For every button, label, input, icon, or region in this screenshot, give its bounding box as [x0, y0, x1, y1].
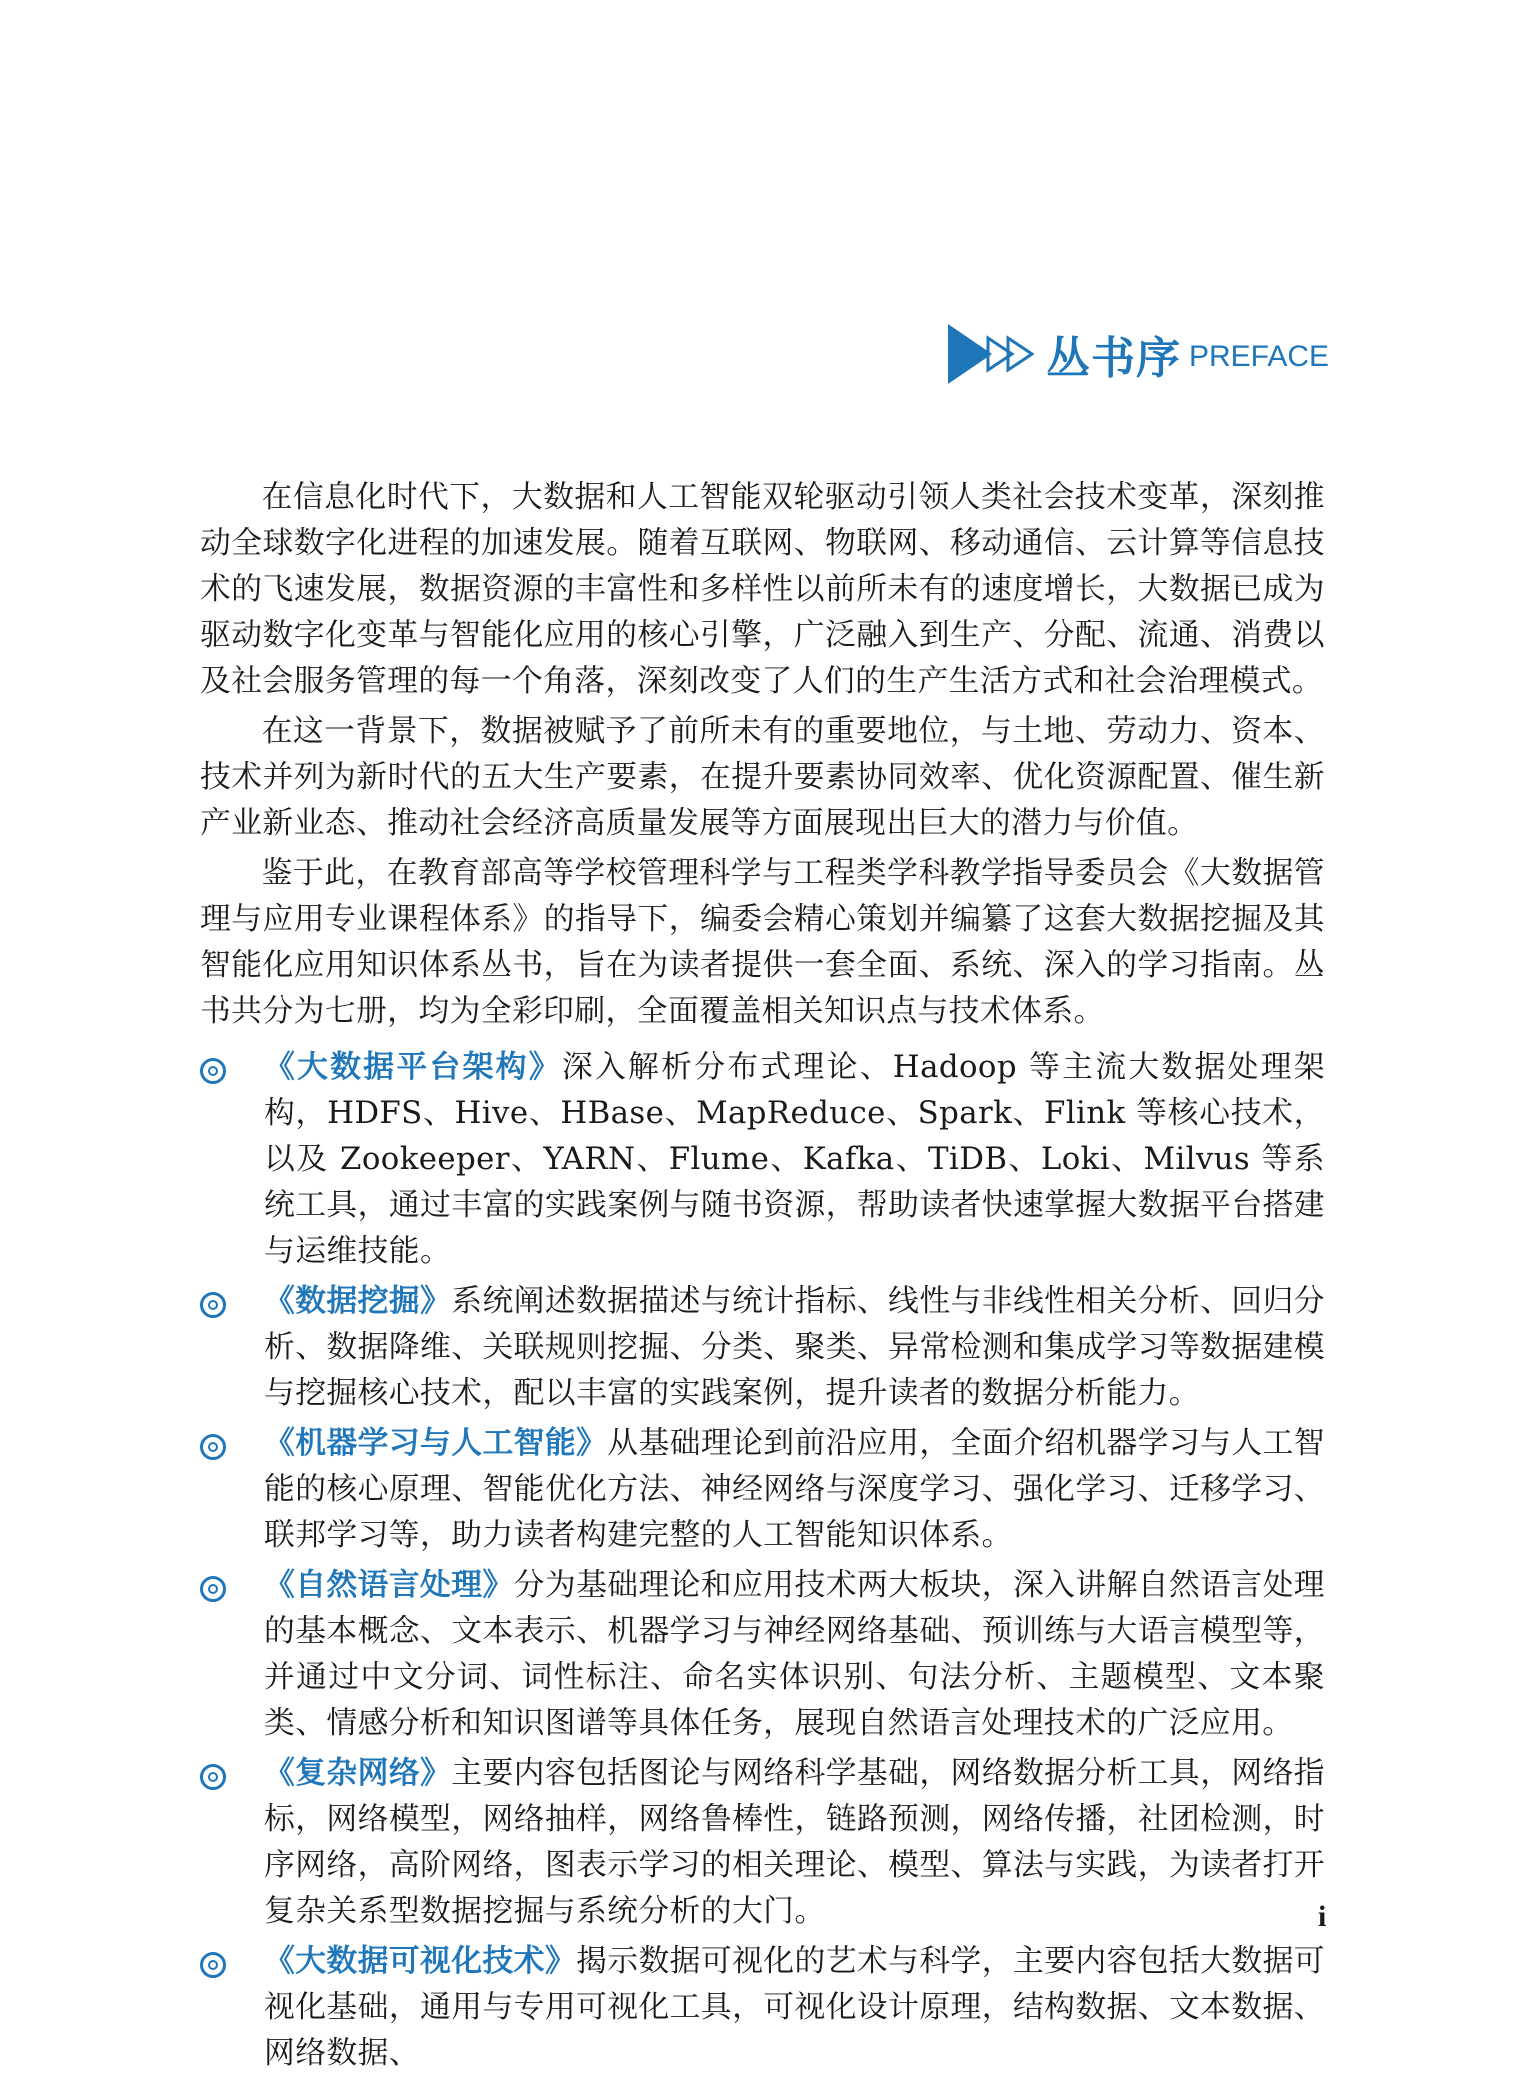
- double-arrow-icon: [948, 324, 1034, 384]
- double-circle-bullet-icon: [200, 1952, 226, 1978]
- preface-body: [200, 474, 1325, 2080]
- section-title: 丛书序: [1046, 333, 1181, 384]
- book-description: 主要内容包括图论与网络科学基础，网络数据分析工具，网络指标，网络模型，网络抽样，网络鲁棒性，链路预测，网络传播，社团检测，时序网络，高阶网络，图表示学习的相关理论、模型、算法与实践，为读者打开复杂关系型数据挖掘与系统分析的大门。: [264, 1755, 1326, 1929]
- paragraph: 鉴于此，在教育部高等学校管理科学与工程类学科教学指导委员会《大数据管理与应用专业课程体系》的指导下，编委会精心策划并编纂了这套大数据挖掘及其智能化应用知识体系丛书，旨在为读者提供一套全面、系统、深入的学习指南。丛书共分为七册，均为全彩印刷，全面覆盖相关知识点与技术体系。: [200, 855, 1325, 1029]
- book-title: 《大数据可视化技术》: [264, 1943, 577, 1979]
- double-circle-bullet-icon: [200, 1058, 226, 1084]
- book-title: 《复杂网络》: [264, 1755, 452, 1791]
- book-description: 分为基础理论和应用技术两大板块，深入讲解自然语言处理的基本概念、文本表示、机器学习与神经网络基础、预训练与大语言模型等，并通过中文分词、词性标注、命名实体识别、句法分析、主题模型、文本聚类、情感分析和知识图谱等具体任务，展现自然语言处理技术的广泛应用。: [264, 1567, 1325, 1741]
- double-circle-bullet-icon: [200, 1764, 226, 1790]
- book-title: 《机器学习与人工智能》: [264, 1425, 608, 1461]
- list-item: [200, 1562, 1325, 1746]
- list-item: [200, 1420, 1325, 1558]
- book-title: 《数据挖掘》: [264, 1283, 452, 1319]
- book-description: 从基础理论到前沿应用，全面介绍机器学习与人工智能的核心原理、智能优化方法、神经网络与深度学习、强化学习、迁移学习、联邦学习等，助力读者构建完整的人工智能知识体系。: [264, 1425, 1325, 1553]
- section-header: [948, 324, 1329, 384]
- book-title: 《大数据平台架构》: [264, 1049, 562, 1085]
- page-number: i: [1318, 1900, 1327, 1933]
- list-item: [200, 1938, 1325, 2076]
- book-description: 系统阐述数据描述与统计指标、线性与非线性相关分析、回归分析、数据降维、关联规则挖掘、分类、聚类、异常检测和集成学习等数据建模与挖掘核心技术，配以丰富的实践案例，提升读者的数据分析能力。: [264, 1283, 1326, 1411]
- paragraph: 在信息化时代下，大数据和人工智能双轮驱动引领人类社会技术变革，深刻推动全球数字化进程的加速发展。随着互联网、物联网、移动通信、云计算等信息技术的飞速发展，数据资源的丰富性和多样性以前所未有的速度增长，大数据已成为驱动数字化变革与智能化应用的核心引擎，广泛融入到生产、分配、流通、消费以及社会服务管理的每一个角落，深刻改变了人们的生产生活方式和社会治理模式。: [200, 479, 1325, 699]
- list-item: [200, 1750, 1325, 1934]
- book-list: [200, 1044, 1325, 2076]
- paragraph: 在这一背景下，数据被赋予了前所未有的重要地位，与土地、劳动力、资本、技术并列为新时代的五大生产要素，在提升要素协同效率、优化资源配置、催生新产业新业态、推动社会经济高质量发展等方面展现出巨大的潜力与价值。: [200, 713, 1325, 841]
- book-title: 《自然语言处理》: [264, 1567, 514, 1603]
- book-description: 深入解析分布式理论、Hadoop 等主流大数据处理架构，HDFS、Hive、HBase、MapReduce、Spark、Flink 等核心技术，以及 Zookeeper、YARN、Flume、Kafka、TiDB、Loki、Milvus 等系统工具，通过丰富的实践案例与随书资源，帮助读者快速掌握大数据平台搭建与运维技能。: [264, 1049, 1325, 1269]
- double-circle-bullet-icon: [200, 1576, 226, 1602]
- double-circle-bullet-icon: [200, 1292, 226, 1318]
- section-subtitle: PREFACE: [1189, 340, 1330, 373]
- book-description: 揭示数据可视化的艺术与科学，主要内容包括大数据可视化基础，通用与专用可视化工具，可视化设计原理，结构数据、文本数据、网络数据、: [264, 1943, 1325, 2071]
- double-circle-bullet-icon: [200, 1434, 226, 1460]
- list-item: [200, 1044, 1325, 1274]
- list-item: [200, 1278, 1325, 1416]
